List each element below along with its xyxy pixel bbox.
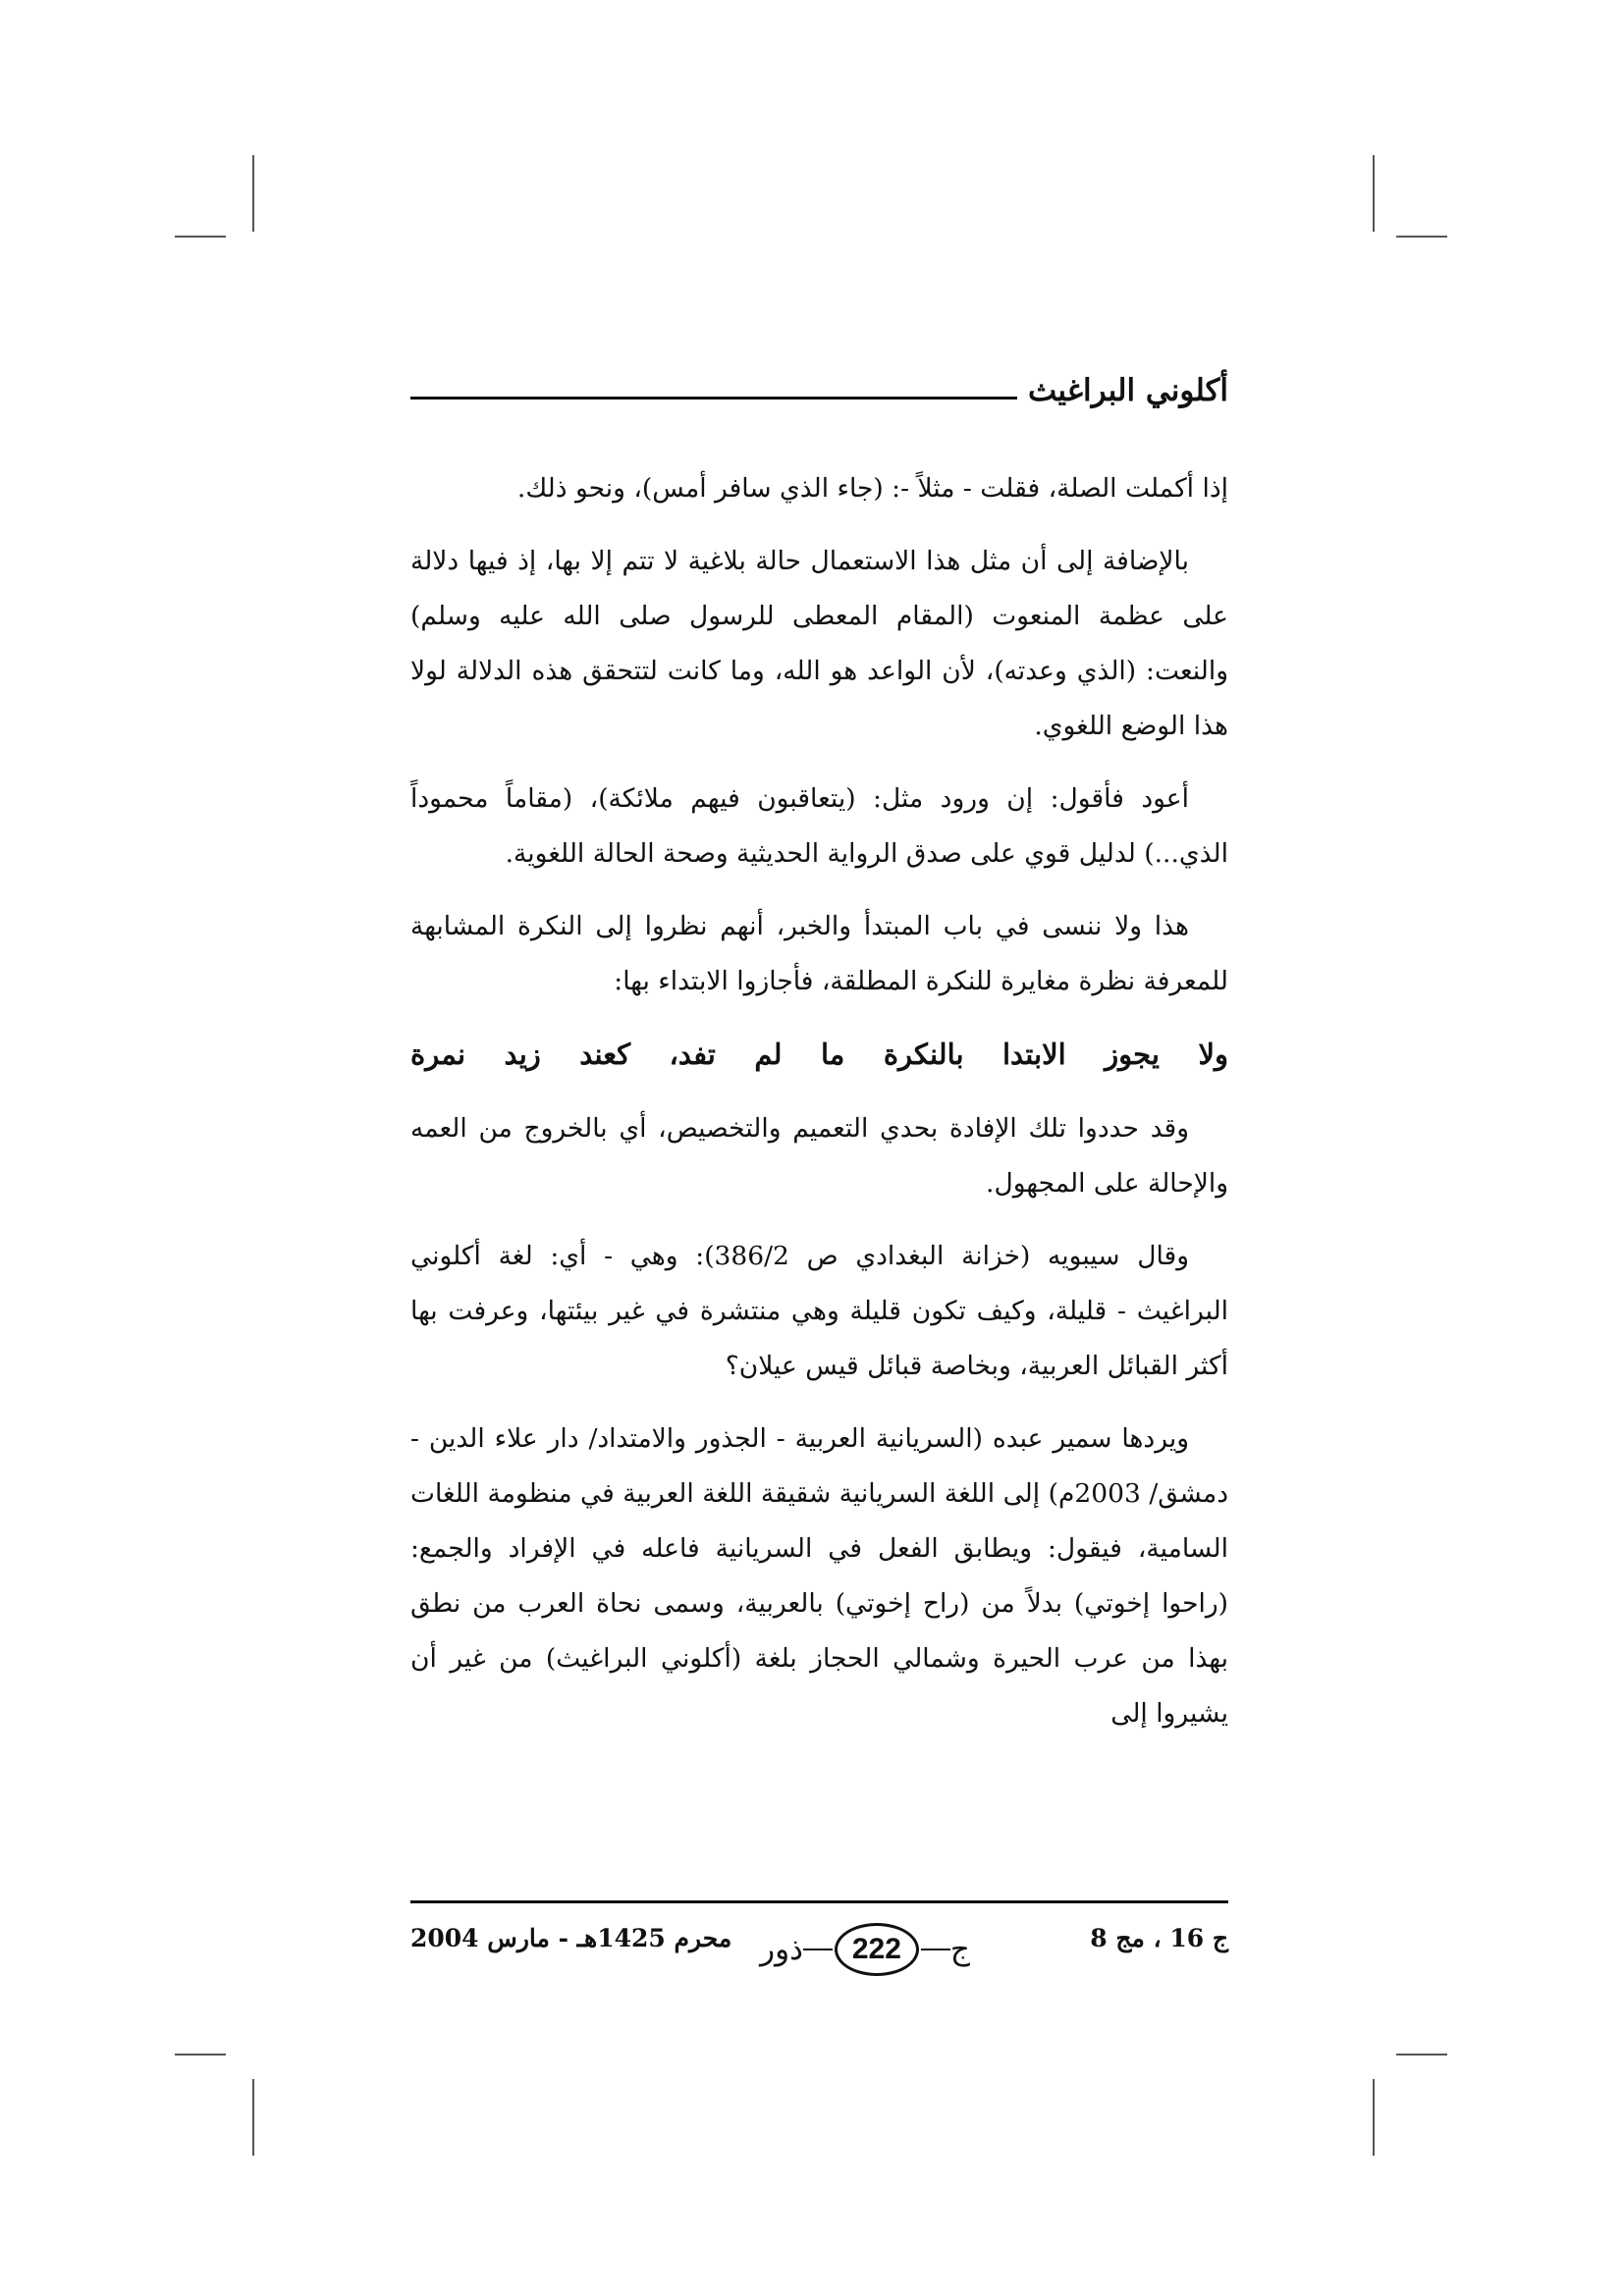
paragraph-6: وقال سيبويه (خزانة البغدادي ص 386/2): وهي - أي: لغة أكلوني البراغيث - قليلة، وكيف تكون قليلة وهي منتشرة في غير بيئتها، وعرفت بها أكثر القبائل العربية، وبخاصة قبائل قيس عيلان؟ [410, 1241, 1228, 1381]
journal-name-connector [803, 1949, 833, 1950]
paragraph-2: بالإضافة إلى أن مثل هذا الاستعمال حالة بلاغية لا تتم إلا بها، إذ فيها دلالة على عظمة المنعوت (المقام المعطى للرسول صلى الله عليه وسلم) والنعت: (الذي وعدته)، لأن الواعد هو الله، وما كانت لتتحقق هذه الدلالة لولا هذا الوضع اللغوي. [410, 546, 1228, 741]
running-header [410, 373, 1228, 424]
paragraph-3: أعود فأقول: إن ورود مثل: (يتعاقبون فيهم ملائكة)، (مقاماً محموداً الذي...) لدليل قوي على صدق الرواية الحديثية وصحة الحالة اللغوية. [410, 783, 1228, 869]
journal-name-part-2: ذور [760, 1932, 803, 1967]
crop-mark-top-left-horizontal [175, 236, 226, 238]
crop-mark-bottom-right-vertical [1373, 2079, 1375, 2156]
journal-name-part-1: ج [949, 1932, 970, 1967]
header-title: أكلوني البراغيث [1027, 373, 1228, 408]
crop-mark-top-right-horizontal [1396, 236, 1447, 238]
footer-date: محرم 1425هـ - مارس 2004 [410, 1924, 732, 1952]
crop-mark-bottom-left-vertical [252, 2079, 254, 2156]
crop-mark-bottom-right-horizontal [1396, 2054, 1447, 2056]
page-footer [410, 1920, 1228, 1989]
paragraph-7: ويردها سمير عبده (السريانية العربية - الجذور والامتداد/ دار علاء الدين - دمشق/ 2003م) إلى اللغة السريانية شقيقة اللغة العربية في منظومة اللغات السامية، فيقول: ويطابق الفعل في السريانية فاعله في الإفراد والجمع: (راحوا إخوتي) بدلاً من (راح إخوتي) بالعربية، وسمى نحاة العرب من نطق بهذا من عرب الحيرة وشمالي الحجاز بلغة (أكلوني البراغيث) من غير أن يشيروا إلى [410, 1423, 1228, 1729]
crop-mark-top-left-vertical [252, 155, 254, 232]
footer-rule [410, 1900, 1228, 1903]
paragraph-1: إذا أكملت الصلة، فقلت - مثلاً -: (جاء الذي سافر أمس)، ونحو ذلك. [516, 473, 1228, 504]
page-content [410, 373, 1228, 1759]
page-number: 222 [835, 1923, 919, 1976]
crop-mark-top-right-vertical [1373, 155, 1375, 232]
crop-mark-bottom-left-horizontal [175, 2054, 226, 2056]
journal-name-connector [921, 1949, 950, 1950]
paragraph-4: هذا ولا ننسى في باب المبتدأ والخبر، أنهم نظروا إلى النكرة المشابهة للمعرفة نظرة مغايرة للنكرة المطلقة، فأجازوا الابتداء بها: [410, 911, 1228, 996]
footer-issue: ج 16 ، مج 8 [1090, 1924, 1228, 1952]
journal-name [747, 1920, 983, 1979]
body-text [410, 461, 1228, 1741]
poem-verse: ولا يجوز الابتدا بالنكرة ما لم تفد، كعند زيد نمرة [410, 1038, 1228, 1071]
paragraph-5: وقد حددوا تلك الإفادة بحدي التعميم والتخصيص، أي بالخروج من العمه والإحالة على المجهول. [410, 1113, 1228, 1199]
header-rule [410, 397, 1017, 400]
